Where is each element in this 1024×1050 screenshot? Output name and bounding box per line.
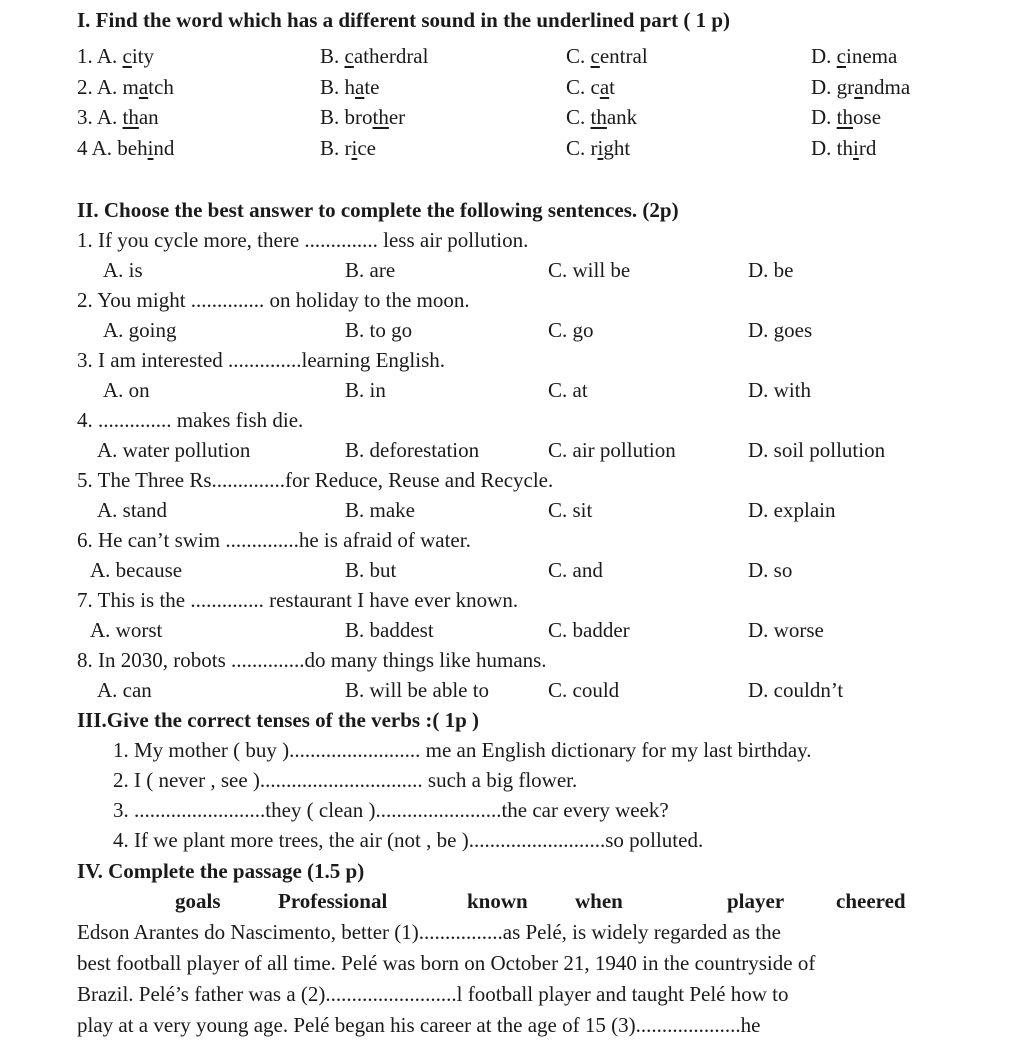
option: C. badder [548, 618, 630, 642]
exercise-item: 3. .........................they ( clean )........................the car every week? [113, 798, 669, 822]
option: B. in [345, 378, 386, 402]
option: B. but [345, 558, 397, 582]
question-stem: 5. The Three Rs..............for Reduce, Reuse and Recycle. [77, 468, 554, 492]
option: C. and [548, 558, 603, 582]
option: C. go [548, 318, 594, 342]
option: 4 A. behind [77, 136, 175, 160]
option: D. grandma [811, 75, 911, 99]
question-stem: 2. You might .............. on holiday to the moon. [77, 288, 470, 312]
option: D. cinema [811, 44, 898, 68]
option: B. deforestation [345, 438, 480, 462]
option: A. on [103, 378, 150, 402]
option: D. with [748, 378, 811, 402]
option: D. third [811, 136, 877, 160]
passage-line: best football player of all time. Pelé was born on October 21, 1940 in the countryside of [77, 951, 816, 975]
option: B. rice [320, 136, 376, 160]
option: C. central [566, 44, 648, 68]
passage-line: Edson Arantes do Nascimento, better (1)................as Pelé, is widely regarded as the [77, 920, 781, 944]
option: C. at [548, 378, 588, 402]
option: B. brother [320, 105, 406, 129]
option: B. make [345, 498, 415, 522]
part1-heading: I. Find the word which has a different sound in the underlined part ( 1 p) [77, 8, 731, 32]
option: D. goes [748, 318, 813, 342]
option: D. couldn’t [748, 678, 844, 702]
exercise-item: 1. My mother ( buy )......................... me an English dictionary for my last birthday. [113, 738, 812, 762]
exercise-item: 2. I ( never , see )............................... such a big flower. [113, 768, 578, 792]
option: D. worse [748, 618, 824, 642]
option: B. hate [320, 75, 380, 99]
option: D. be [748, 258, 794, 282]
word-bank-item: cheered [836, 889, 906, 913]
exercise-item: 4. If we plant more trees, the air (not , be )..........................so polluted. [113, 828, 704, 852]
question-stem: 6. He can’t swim ..............he is afraid of water. [77, 528, 471, 552]
option: A. going [103, 318, 177, 342]
option: C. air pollution [548, 438, 676, 462]
part3-heading: III.Give the correct tenses of the verbs :( 1p ) [77, 708, 480, 732]
option: A. stand [97, 498, 167, 522]
option: C. could [548, 678, 620, 702]
option: A. worst [90, 618, 163, 642]
option: C. will be [548, 258, 631, 282]
question-stem: 7. This is the .............. restaurant I have ever known. [77, 588, 519, 612]
option: D. soil pollution [748, 438, 886, 462]
option: C. thank [566, 105, 638, 129]
option: B. will be able to [345, 678, 490, 702]
question-stem: 4. .............. makes fish die. [77, 408, 304, 432]
option: B. catherdral [320, 44, 429, 68]
question-stem: 8. In 2030, robots ..............do many things like humans. [77, 648, 547, 672]
option: D. those [811, 105, 882, 129]
option: B. are [345, 258, 396, 282]
option: 3. A. than [77, 105, 159, 129]
option: A. because [90, 558, 183, 582]
option: A. is [103, 258, 143, 282]
word-bank-item: goals [175, 889, 221, 913]
option: D. explain [748, 498, 836, 522]
option: C. right [566, 136, 631, 160]
option: C. sit [548, 498, 593, 522]
part4-heading: IV. Complete the passage (1.5 p) [77, 859, 365, 883]
word-bank-item: Professional [278, 889, 388, 913]
passage-line: Brazil. Pelé’s father was a (2).........................l football player and taught Pelé how to [77, 982, 789, 1006]
word-bank-item: player [727, 889, 785, 913]
word-bank-item: known [467, 889, 528, 913]
option: A. can [97, 678, 152, 702]
question-stem: 1. If you cycle more, there .............. less air pollution. [77, 228, 529, 252]
option: A. water pollution [97, 438, 251, 462]
option: 1. A. city [77, 44, 155, 68]
word-bank-item: when [575, 889, 623, 913]
option: D. so [748, 558, 793, 582]
part2-heading: II. Choose the best answer to complete the following sentences. (2p) [77, 198, 679, 222]
passage-line: play at a very young age. Pelé began his career at the age of 15 (3)....................he [77, 1013, 761, 1037]
option: B. to go [345, 318, 413, 342]
option: C. cat [566, 75, 615, 99]
question-stem: 3. I am interested ..............learning English. [77, 348, 446, 372]
option: B. baddest [345, 618, 434, 642]
option: 2. A. match [77, 75, 174, 99]
